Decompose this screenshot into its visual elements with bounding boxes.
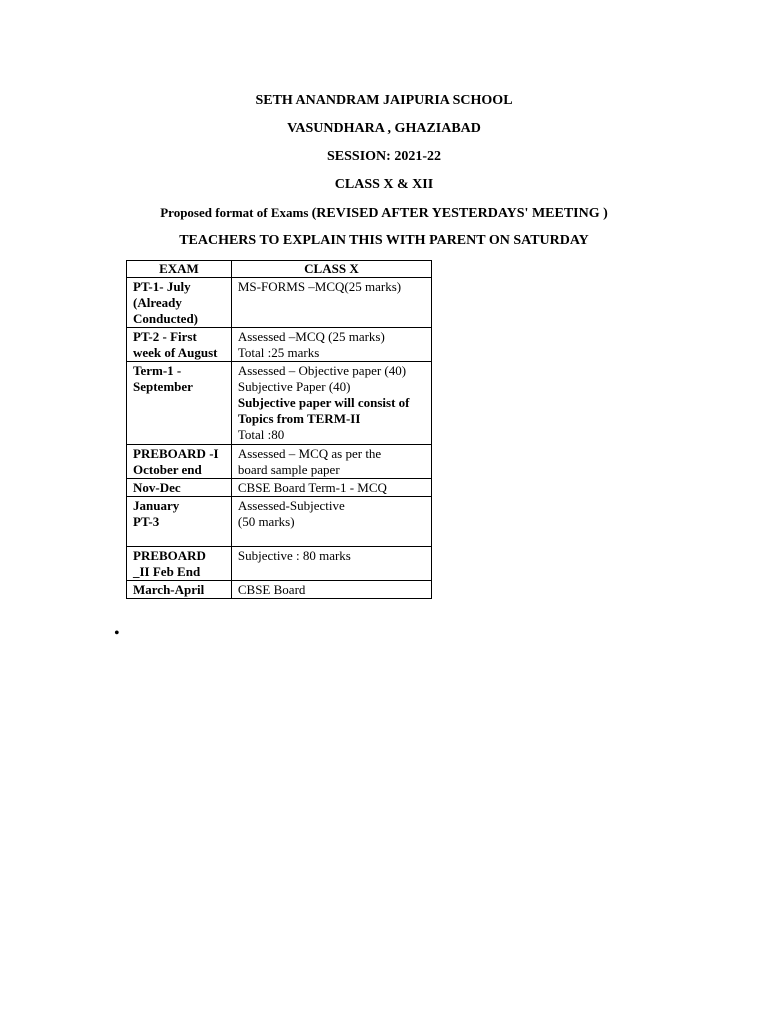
exam-cell: PREBOARD -I October end: [127, 445, 232, 479]
proposed-prefix: Proposed format of Exams: [160, 205, 309, 220]
details-cell: [231, 547, 431, 581]
table-row: [127, 445, 432, 479]
exam-cell: PREBOARD _II Feb End: [127, 547, 232, 581]
exam-cell: Nov-Dec: [127, 479, 232, 497]
exam-schedule-table: [126, 260, 432, 599]
exam-cell: PT-1- July (Already Conducted): [127, 278, 232, 328]
details-bold-text: Subjective paper will consist of Topics from TERM-II: [237, 395, 410, 426]
table-row: [127, 362, 432, 445]
session-line: SESSION: 2021-22: [327, 149, 441, 164]
details-text: Subjective : 80 marks: [237, 548, 351, 563]
header-class-x: CLASS X: [231, 261, 431, 278]
table-header-row: [127, 261, 432, 278]
details-cell: [231, 581, 431, 599]
details-cell: [231, 362, 431, 445]
details-cell: [231, 479, 431, 497]
proposed-format-line: [0, 205, 768, 222]
details-text: Assessed – MCQ as per the board sample paper: [237, 446, 382, 477]
table-row: [127, 547, 432, 581]
school-name: SETH ANANDRAM JAIPURIA SCHOOL: [255, 93, 513, 108]
details-text: Assessed-Subjective (50 marks): [237, 498, 345, 529]
table-row: [127, 328, 432, 362]
details-text: Assessed –MCQ (25 marks) Total :25 marks: [237, 329, 385, 360]
exam-cell: PT-2 - First week of August: [127, 328, 232, 362]
details-cell: [231, 497, 431, 547]
details-total-text: Total :80: [237, 427, 285, 442]
details-text: CBSE Board Term-1 - MCQ: [237, 480, 387, 495]
class-line: CLASS X & XII: [334, 177, 434, 192]
school-location: VASUNDHARA , GHAZIABAD: [287, 121, 481, 136]
details-text: MS-FORMS –MCQ(25 marks): [237, 279, 402, 294]
teachers-note: TEACHERS TO EXPLAIN THIS WITH PARENT ON SATURDAY: [179, 233, 589, 248]
exam-cell: January PT-3: [127, 497, 232, 547]
table-row: [127, 479, 432, 497]
details-text: CBSE Board: [237, 582, 306, 597]
table-row: [127, 497, 432, 547]
exam-cell: March-April: [127, 581, 232, 599]
proposed-suffix: (REVISED AFTER YESTERDAYS' MEETING ): [311, 206, 608, 221]
details-cell: [231, 445, 431, 479]
details-text: Assessed – Objective paper (40) Subjective Paper (40): [237, 363, 407, 394]
table-row: [127, 278, 432, 328]
exam-cell: Term-1 - September: [127, 362, 232, 445]
header-exam: EXAM: [127, 261, 232, 278]
details-cell: [231, 328, 431, 362]
bullet-point: •: [114, 625, 120, 642]
details-cell: [231, 278, 431, 328]
table-row: [127, 581, 432, 599]
